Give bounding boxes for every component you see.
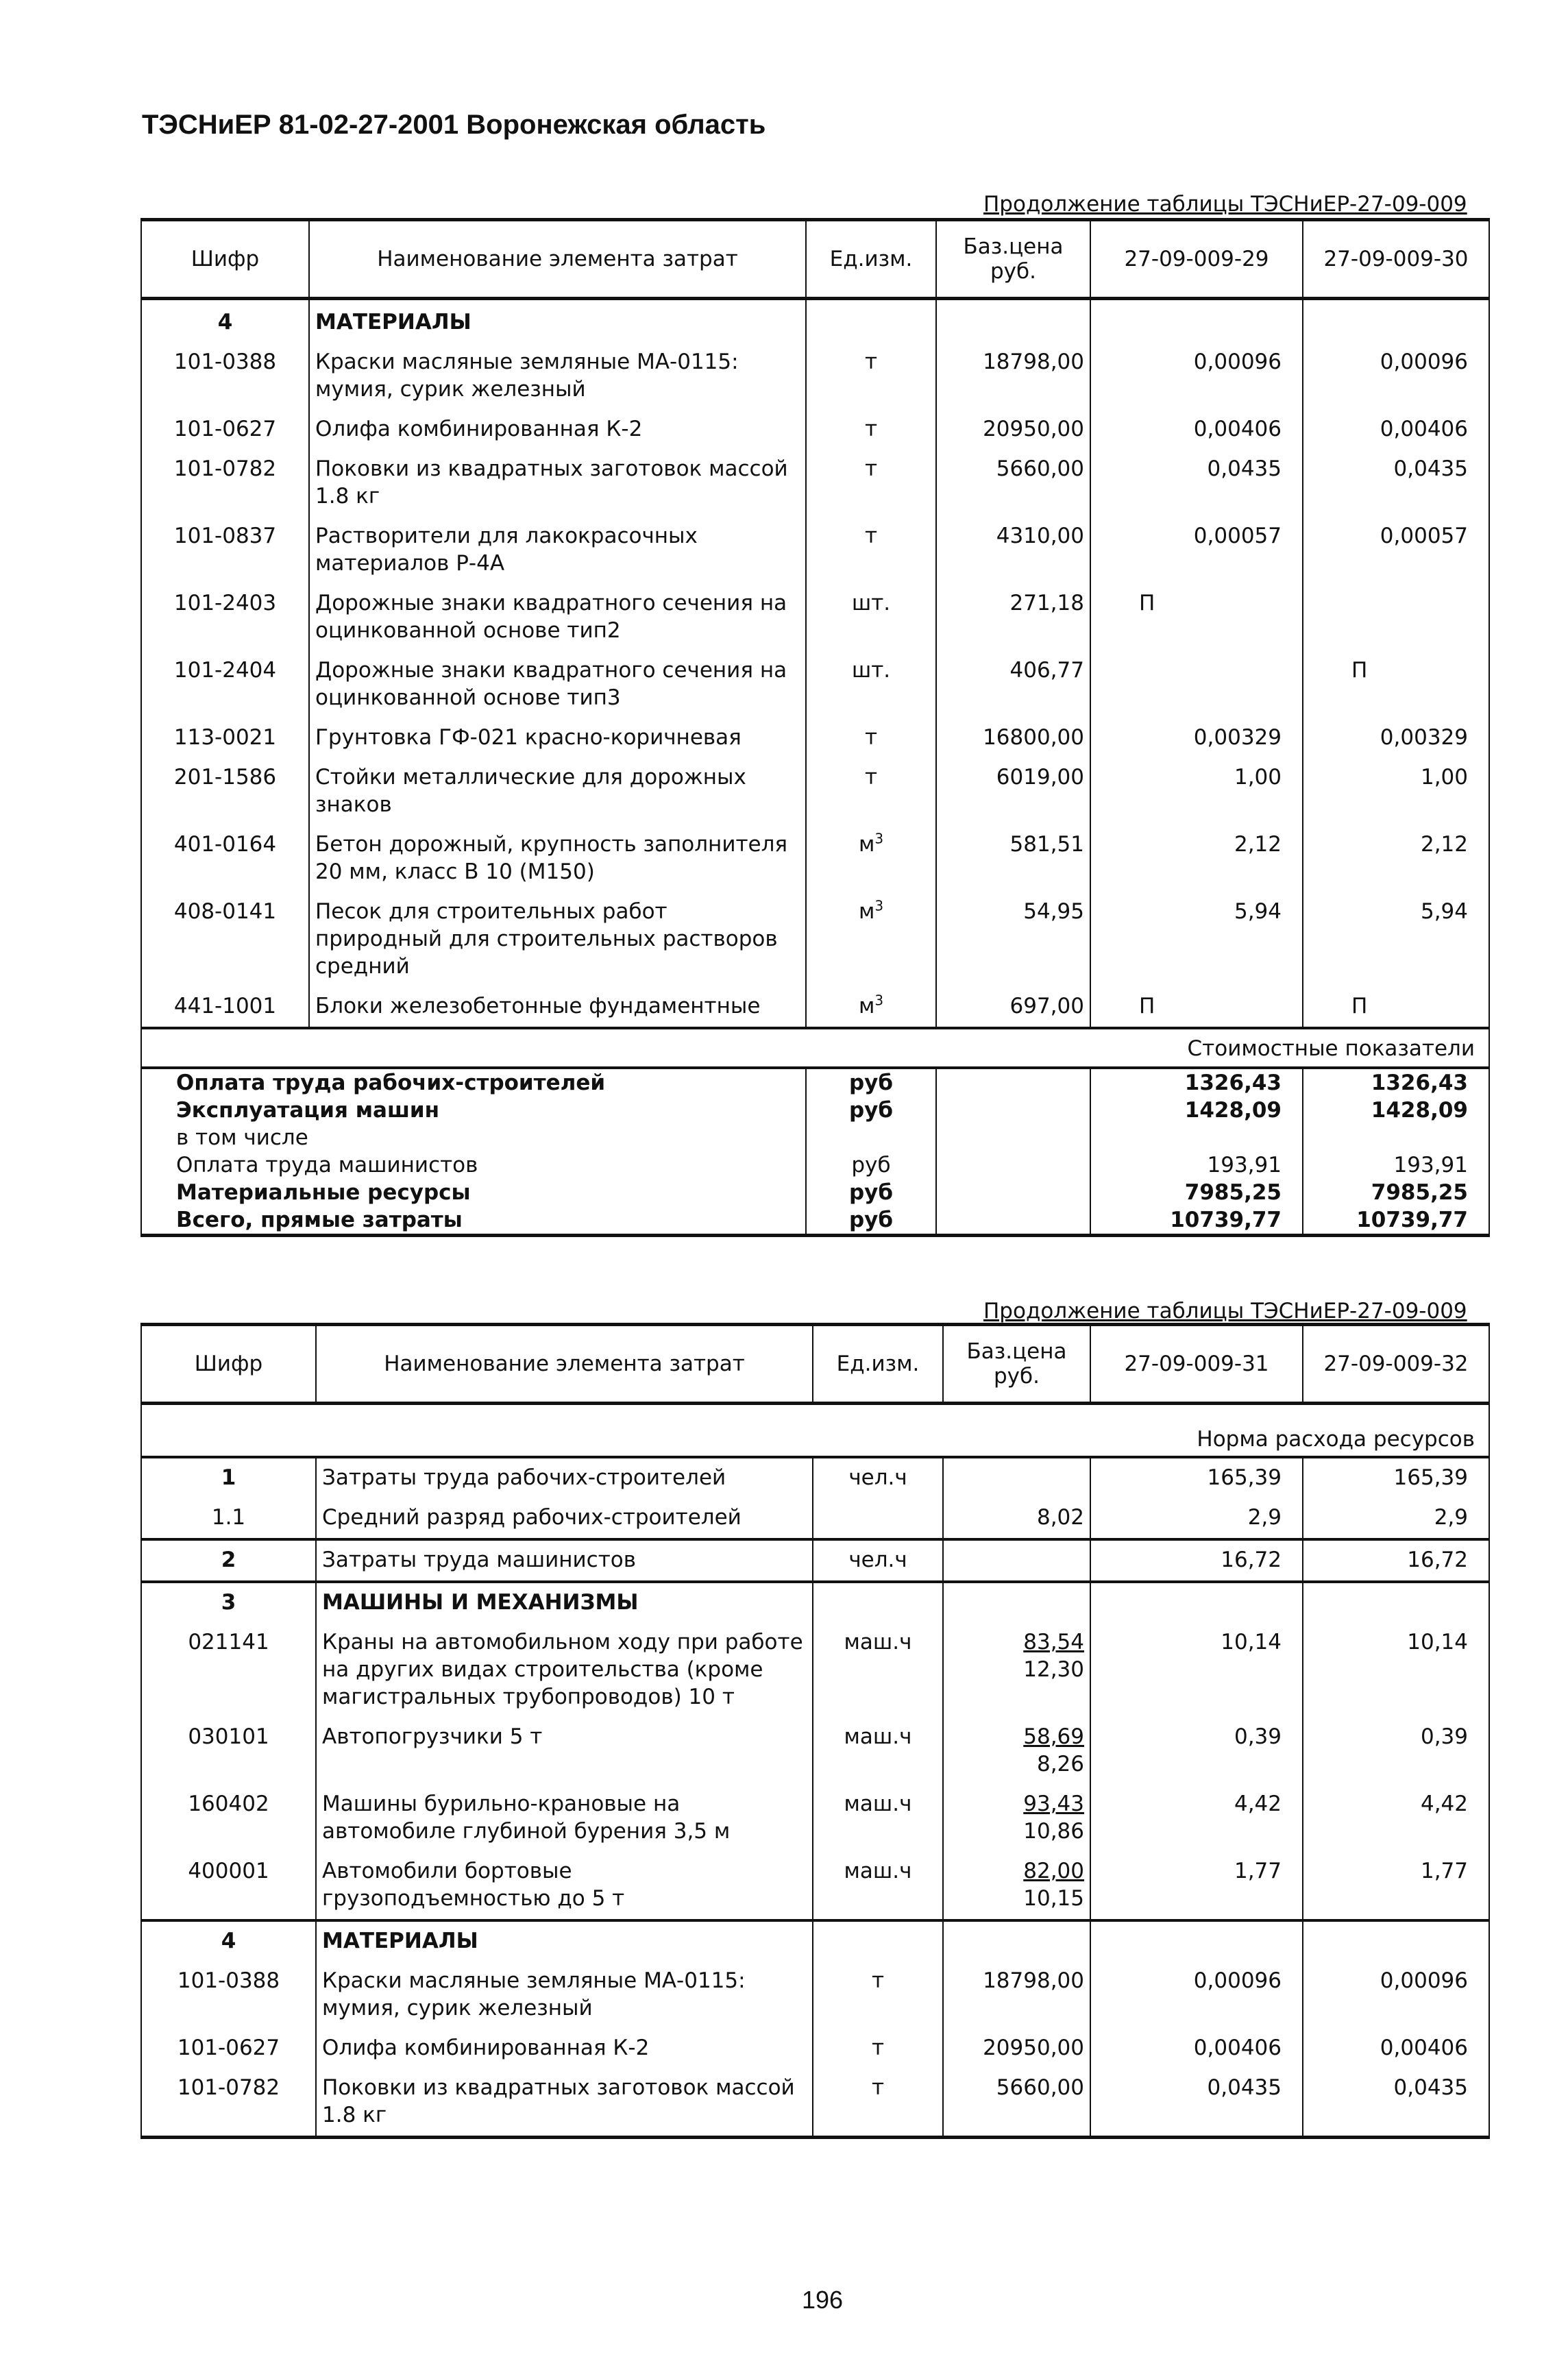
code-cell: 021141 (141, 1623, 316, 1718)
code-cell: 030101 (141, 1718, 316, 1785)
material-row (141, 450, 1489, 517)
price-cell: 5660,00 (936, 450, 1090, 517)
name-cell: Олифа комбинированная К-2 (316, 2029, 813, 2068)
cost-value-a-cell (1090, 1124, 1303, 1151)
unit-superscript: 3 (874, 897, 884, 914)
section-row (141, 1920, 1489, 1962)
value-a-cell (1090, 1582, 1303, 1623)
header-unit: Ед.изм. (813, 1325, 943, 1404)
unit-superscript: 3 (874, 992, 884, 1009)
value-b-cell: 0,00329 (1303, 718, 1489, 758)
cost-name-cell: Материальные ресурсы (141, 1179, 806, 1206)
value-b-cell: 2,12 (1303, 825, 1489, 892)
code-cell: 101-0782 (141, 2068, 316, 2138)
section-name: МАТЕРИАЛЫ (309, 299, 806, 343)
price-cell (943, 1582, 1090, 1623)
name-cell: Краны на автомобильном ходу при работе на других видах строительства (кроме магистральных трубопроводов) 10 т (316, 1623, 813, 1718)
unit-text: т (864, 725, 878, 750)
name-cell: Бетон дорожный, крупность заполнителя 20 мм, класс В 10 (М150) (309, 825, 806, 892)
price-cell (943, 1623, 1090, 1718)
material-row (141, 718, 1489, 758)
material-row (141, 892, 1489, 987)
unit-cell (806, 825, 936, 892)
price-cell: 271,18 (936, 584, 1090, 651)
header-col-a: 27-09-009-31 (1090, 1325, 1303, 1404)
material-row (141, 651, 1489, 718)
cost-unit-cell: руб (806, 1097, 936, 1124)
price-cell: 16800,00 (936, 718, 1090, 758)
name-cell: Олифа комбинированная К-2 (309, 410, 806, 450)
header-price-line1: Баз.цена (966, 1339, 1067, 1364)
code-cell: 101-0627 (141, 410, 309, 450)
unit-text: т (864, 350, 878, 374)
unit-text: маш.ч (844, 1630, 912, 1654)
unit-cell (813, 1539, 943, 1582)
code-cell: 101-2403 (141, 584, 309, 651)
value-b-cell: 165,39 (1303, 1457, 1489, 1498)
unit-cell (806, 343, 936, 410)
cost-price-cell (936, 1097, 1090, 1124)
table2-header-row (141, 1325, 1489, 1404)
name-cell: Автопогрузчики 5 т (316, 1718, 813, 1785)
value-a-cell: 2,12 (1090, 825, 1303, 892)
unit-cell (813, 1623, 943, 1718)
unit-cell (806, 758, 936, 825)
unit-superscript: 3 (874, 830, 884, 847)
code-cell: 401-0164 (141, 825, 309, 892)
header-code: Шифр (141, 220, 309, 299)
cost-name-cell: Оплата труда рабочих-строителей (141, 1068, 806, 1097)
unit-text: шт. (851, 658, 891, 683)
value-a-cell: 0,00096 (1090, 1962, 1303, 2029)
value-b-cell: 0,00406 (1303, 2029, 1489, 2068)
table1-header-row (141, 220, 1489, 299)
price-cell (943, 1718, 1090, 1785)
material-row (141, 410, 1489, 450)
unit-text: т (864, 456, 878, 481)
value-b-cell: 0,00406 (1303, 410, 1489, 450)
value-a-cell: 2,9 (1090, 1498, 1303, 1539)
unit-cell (806, 651, 936, 718)
unit-cell (806, 892, 936, 987)
cost-unit-cell: руб (806, 1151, 936, 1179)
name-cell: Затраты труда машинистов (316, 1539, 813, 1582)
value-b-cell (1303, 584, 1489, 651)
code-cell: 400001 (141, 1852, 316, 1920)
value-b-cell: П (1303, 651, 1489, 718)
name-cell: Поковки из квадратных заготовок массой 1.8 кг (316, 2068, 813, 2138)
material-row (141, 1962, 1489, 2029)
name-cell: Поковки из квадратных заготовок массой 1.8 кг (309, 450, 806, 517)
header-price (936, 220, 1090, 299)
code-cell: 201-1586 (141, 758, 309, 825)
unit-text: м (858, 994, 875, 1018)
price-total: 82,00 (1023, 1859, 1084, 1883)
material-row (141, 2029, 1489, 2068)
cost-value-a-cell: 193,91 (1090, 1151, 1303, 1179)
norm-label-row (141, 1404, 1489, 1458)
cost-value-b-cell: 1428,09 (1303, 1097, 1489, 1124)
value-a-cell: 165,39 (1090, 1457, 1303, 1498)
cost-unit-cell: руб (806, 1206, 936, 1236)
value-a-cell: 4,42 (1090, 1785, 1303, 1852)
unit-text: т (871, 1968, 885, 1993)
value-b-cell: 5,94 (1303, 892, 1489, 987)
cost-value-b-cell: 7985,25 (1303, 1179, 1489, 1206)
unit-cell (813, 1457, 943, 1498)
name-cell: Блоки железобетонные фундаментные (309, 987, 806, 1028)
header-col-b: 27-09-009-32 (1303, 1325, 1489, 1404)
section-row (141, 1582, 1489, 1623)
price-cell: 581,51 (936, 825, 1090, 892)
name-cell: МАШИНЫ И МЕХАНИЗМЫ (316, 1582, 813, 1623)
table2 (140, 1323, 1490, 2139)
material-row (141, 2068, 1489, 2138)
code-cell: 101-0388 (141, 1962, 316, 2029)
machine-row (141, 1852, 1489, 1920)
price-cell: 54,95 (936, 892, 1090, 987)
code-cell: 408-0141 (141, 892, 309, 987)
table1-caption: Продолжение таблицы ТЭСНиЕР-27-09-009 (983, 192, 1467, 217)
header-col-b: 27-09-009-30 (1303, 220, 1489, 299)
norm-label: Норма расхода ресурсов (141, 1404, 1489, 1458)
value-a-cell: 0,00406 (1090, 410, 1303, 450)
unit-text: маш.ч (844, 1859, 912, 1883)
material-row (141, 584, 1489, 651)
document-title: ТЭСНиЕР 81-02-27-2001 Воронежская область (142, 110, 766, 140)
header-price (943, 1325, 1090, 1404)
price-wages: 12,30 (1023, 1657, 1084, 1682)
value-b-cell: 0,00057 (1303, 517, 1489, 584)
code-cell: 2 (141, 1539, 316, 1582)
unit-text: маш.ч (844, 1792, 912, 1816)
header-name: Наименование элемента затрат (316, 1325, 813, 1404)
value-b-cell: 0,0435 (1303, 450, 1489, 517)
price-total: 83,54 (1023, 1630, 1084, 1654)
cost-row (141, 1179, 1489, 1206)
unit-cell (806, 584, 936, 651)
code-cell: 101-0837 (141, 517, 309, 584)
price-total: 93,43 (1023, 1792, 1084, 1816)
value-b-cell: 0,39 (1303, 1718, 1489, 1785)
unit-cell (813, 1498, 943, 1539)
name-cell: Песок для строительных работ природный для строительных растворов средний (309, 892, 806, 987)
cost-name-cell: Эксплуатация машин (141, 1097, 806, 1124)
price-cell (943, 1852, 1090, 1920)
cost-row (141, 1206, 1489, 1236)
value-a-cell: 16,72 (1090, 1539, 1303, 1582)
unit-text: м (858, 899, 875, 924)
unit-cell (806, 410, 936, 450)
name-cell: Средний разряд рабочих-строителей (316, 1498, 813, 1539)
header-col-a: 27-09-009-29 (1090, 220, 1303, 299)
header-price-line2: руб. (994, 1364, 1040, 1389)
value-a-cell (1090, 651, 1303, 718)
name-cell: Автомобили бортовые грузоподъемностью до 5 т (316, 1852, 813, 1920)
code-cell: 3 (141, 1582, 316, 1623)
name-cell: Краски масляные земляные МА-0115: мумия, сурик железный (309, 343, 806, 410)
cost-price-cell (936, 1068, 1090, 1097)
price-wages: 8,26 (1036, 1752, 1084, 1776)
material-row (141, 517, 1489, 584)
cost-value-a-cell: 7985,25 (1090, 1179, 1303, 1206)
value-a-cell: 0,00406 (1090, 2029, 1303, 2068)
unit-cell (813, 2029, 943, 2068)
value-a-cell: 1,77 (1090, 1852, 1303, 1920)
price-cell: 8,02 (943, 1498, 1090, 1539)
value-a-cell: 0,00329 (1090, 718, 1303, 758)
cost-value-a-cell: 10739,77 (1090, 1206, 1303, 1236)
cost-price-cell (936, 1124, 1090, 1151)
cost-price-cell (936, 1179, 1090, 1206)
cost-value-a-cell: 1428,09 (1090, 1097, 1303, 1124)
unit-text: т (871, 2036, 885, 2060)
name-cell: Краски масляные земляные МА-0115: мумия, сурик железный (316, 1962, 813, 2029)
cost-value-b-cell (1303, 1124, 1489, 1151)
name-cell: Дорожные знаки квадратного сечения на оцинкованной основе тип3 (309, 651, 806, 718)
name-cell: Стойки металлические для дорожных знаков (309, 758, 806, 825)
code-cell: 441-1001 (141, 987, 309, 1028)
value-a-cell: 10,14 (1090, 1623, 1303, 1718)
unit-text: чел.ч (848, 1548, 907, 1572)
unit-cell (813, 2068, 943, 2138)
value-b-cell: 16,72 (1303, 1539, 1489, 1582)
value-b-cell: 0,00096 (1303, 343, 1489, 410)
material-row (141, 825, 1489, 892)
cost-row (141, 1151, 1489, 1179)
price-cell: 4310,00 (936, 517, 1090, 584)
price-cell: 18798,00 (943, 1962, 1090, 2029)
labor-row (141, 1498, 1489, 1539)
price-cell (943, 1457, 1090, 1498)
cost-label: Стоимостные показатели (141, 1028, 1489, 1068)
name-cell: Грунтовка ГФ-021 красно-коричневая (309, 718, 806, 758)
price-wages: 10,15 (1023, 1886, 1084, 1911)
unit-cell (813, 1962, 943, 2029)
machine-row (141, 1785, 1489, 1852)
price-total: 58,69 (1023, 1724, 1084, 1749)
unit-cell (806, 450, 936, 517)
cost-value-b-cell: 1326,43 (1303, 1068, 1489, 1097)
cost-row (141, 1068, 1489, 1097)
value-b-cell: 0,00096 (1303, 1962, 1489, 2029)
price-cell: 5660,00 (943, 2068, 1090, 2138)
unit-text: т (864, 417, 878, 441)
cost-price-cell (936, 1206, 1090, 1236)
unit-cell (806, 987, 936, 1028)
material-row (141, 758, 1489, 825)
cost-name-cell: Всего, прямые затраты (141, 1206, 806, 1236)
material-row (141, 343, 1489, 410)
code-cell: 160402 (141, 1785, 316, 1852)
header-name: Наименование элемента затрат (309, 220, 806, 299)
value-a-cell: 0,0435 (1090, 2068, 1303, 2138)
value-b-cell (1303, 1582, 1489, 1623)
header-unit: Ед.изм. (806, 220, 936, 299)
material-row (141, 987, 1489, 1028)
unit-text: шт. (851, 591, 891, 615)
section-row (141, 299, 1489, 343)
price-cell: 406,77 (936, 651, 1090, 718)
cost-row (141, 1097, 1489, 1124)
unit-text: м (858, 832, 875, 857)
unit-text: т (864, 765, 878, 790)
cost-row (141, 1124, 1489, 1151)
unit-text: чел.ч (848, 1465, 907, 1490)
value-b-cell: 4,42 (1303, 1785, 1489, 1852)
code-cell: 101-0388 (141, 343, 309, 410)
operators-row (141, 1539, 1489, 1582)
price-cell: 697,00 (936, 987, 1090, 1028)
value-a-cell: 0,00057 (1090, 517, 1303, 584)
code-cell: 101-2404 (141, 651, 309, 718)
value-b-cell (1303, 1920, 1489, 1962)
code-cell: 101-0627 (141, 2029, 316, 2068)
value-a-cell: 0,0435 (1090, 450, 1303, 517)
price-wages: 10,86 (1023, 1819, 1084, 1844)
header-price-line1: Баз.цена (963, 234, 1064, 259)
code-cell: 101-0782 (141, 450, 309, 517)
unit-text: т (871, 2075, 885, 2100)
page-number: 196 (802, 2286, 844, 2314)
value-a-cell (1090, 1920, 1303, 1962)
value-a-cell: 0,00096 (1090, 343, 1303, 410)
cost-label-row (141, 1028, 1489, 1068)
section-code: 4 (141, 299, 309, 343)
cost-name-cell: в том числе (141, 1124, 806, 1151)
value-a-cell: 5,94 (1090, 892, 1303, 987)
name-cell: Затраты труда рабочих-строителей (316, 1457, 813, 1498)
unit-cell (813, 1852, 943, 1920)
value-a-cell: П (1090, 584, 1303, 651)
unit-cell (813, 1920, 943, 1962)
value-b-cell: 0,0435 (1303, 2068, 1489, 2138)
price-cell: 20950,00 (936, 410, 1090, 450)
price-cell: 18798,00 (936, 343, 1090, 410)
value-a-cell: 0,39 (1090, 1718, 1303, 1785)
table1 (140, 218, 1490, 1237)
name-cell: Дорожные знаки квадратного сечения на оцинкованной основе тип2 (309, 584, 806, 651)
cost-unit-cell (806, 1124, 936, 1151)
cost-value-b-cell: 193,91 (1303, 1151, 1489, 1179)
unit-cell (813, 1785, 943, 1852)
price-cell (943, 1785, 1090, 1852)
value-b-cell: 2,9 (1303, 1498, 1489, 1539)
unit-text: маш.ч (844, 1724, 912, 1749)
cost-name-cell: Оплата труда машинистов (141, 1151, 806, 1179)
name-cell: МАТЕРИАЛЫ (316, 1920, 813, 1962)
cost-unit-cell: руб (806, 1179, 936, 1206)
price-cell: 20950,00 (943, 2029, 1090, 2068)
price-cell (943, 1539, 1090, 1582)
name-cell: Машины бурильно-крановые на автомобиле глубиной бурения 3,5 м (316, 1785, 813, 1852)
unit-cell (806, 517, 936, 584)
cost-unit-cell: руб (806, 1068, 936, 1097)
cost-price-cell (936, 1151, 1090, 1179)
price-cell (943, 1920, 1090, 1962)
value-a-cell: 1,00 (1090, 758, 1303, 825)
name-cell: Растворители для лакокрасочных материалов Р-4А (309, 517, 806, 584)
unit-cell (813, 1718, 943, 1785)
value-a-cell: П (1090, 987, 1303, 1028)
unit-cell (813, 1582, 943, 1623)
code-cell: 4 (141, 1920, 316, 1962)
header-code: Шифр (141, 1325, 316, 1404)
code-cell: 113-0021 (141, 718, 309, 758)
machine-row (141, 1623, 1489, 1718)
header-price-line2: руб. (990, 259, 1036, 284)
code-cell: 1 (141, 1457, 316, 1498)
cost-value-b-cell: 10739,77 (1303, 1206, 1489, 1236)
table2-caption: Продолжение таблицы ТЭСНиЕР-27-09-009 (983, 1299, 1467, 1323)
price-cell: 6019,00 (936, 758, 1090, 825)
unit-text: т (864, 524, 878, 548)
value-b-cell: 10,14 (1303, 1623, 1489, 1718)
machine-row (141, 1718, 1489, 1785)
value-b-cell: П (1303, 987, 1489, 1028)
value-b-cell: 1,00 (1303, 758, 1489, 825)
labor-row (141, 1457, 1489, 1498)
code-cell: 1.1 (141, 1498, 316, 1539)
value-b-cell: 1,77 (1303, 1852, 1489, 1920)
cost-value-a-cell: 1326,43 (1090, 1068, 1303, 1097)
unit-cell (806, 718, 936, 758)
